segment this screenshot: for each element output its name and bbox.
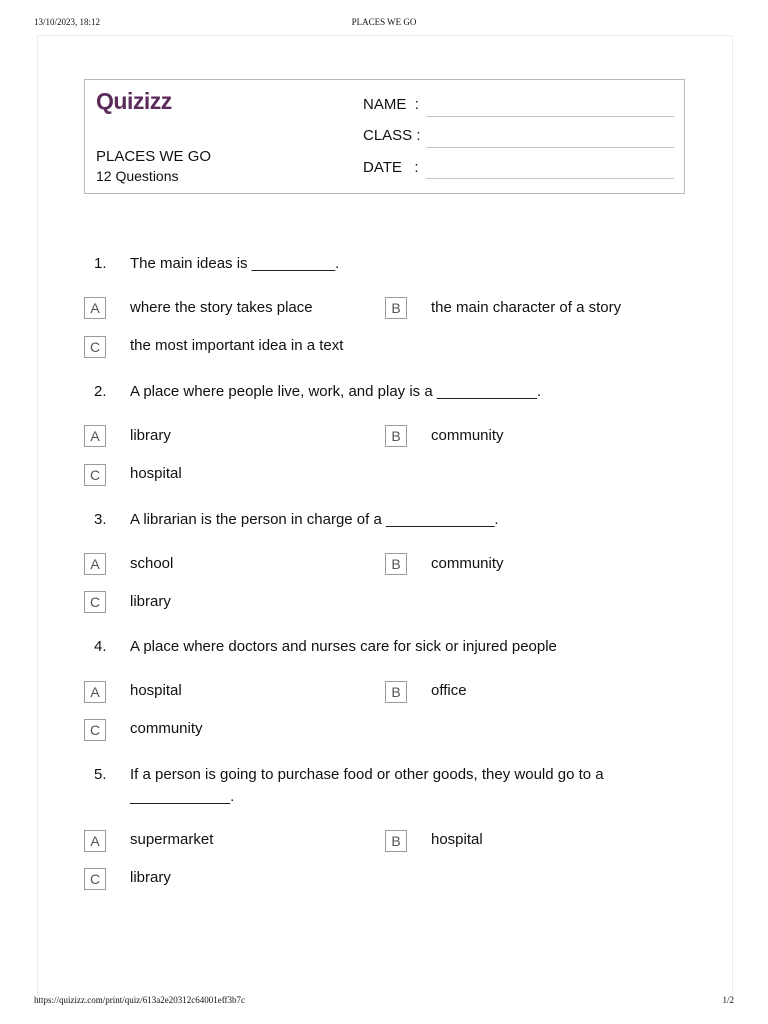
option-letter-box[interactable]: B <box>385 830 407 852</box>
option-text: office <box>431 682 467 699</box>
option-letter-box[interactable]: C <box>84 591 106 613</box>
option-letter-box[interactable]: A <box>84 681 106 703</box>
option-text: community <box>130 720 203 737</box>
quiz-title: PLACES WE GO <box>96 148 212 165</box>
question-text: If a person is going to purchase food or other goods, they would go to a ____________. <box>130 766 604 805</box>
option-letter-box[interactable]: B <box>385 681 407 703</box>
option-text: library <box>130 427 171 444</box>
option-text: the most important idea in a text <box>130 337 344 354</box>
option-text: community <box>431 555 504 572</box>
option-letter-box[interactable]: A <box>84 425 106 447</box>
option-letter-box[interactable]: A <box>84 553 106 575</box>
quizizz-logo: Quizizz <box>96 88 172 114</box>
page-number: 1/2 <box>722 995 734 1005</box>
option-text: where the story takes place <box>130 299 313 316</box>
option-text: hospital <box>431 831 483 848</box>
option-letter-box[interactable]: C <box>84 336 106 358</box>
option-letter-box[interactable]: B <box>385 297 407 319</box>
option-letter-box[interactable]: B <box>385 425 407 447</box>
print-datetime: 13/10/2023, 18:12 <box>34 17 101 27</box>
option-text: supermarket <box>130 831 214 848</box>
question-text: The main ideas is __________. <box>130 255 340 272</box>
date-label: DATE : <box>363 159 419 176</box>
question-text: A place where doctors and nurses care for sick or injured people <box>130 638 557 655</box>
option-letter-box[interactable]: B <box>385 553 407 575</box>
question-number: 1. <box>94 255 107 272</box>
print-footer <box>0 995 768 1009</box>
option-text: library <box>130 869 171 886</box>
class-label: CLASS : <box>363 127 421 144</box>
option-text: library <box>130 593 171 610</box>
question-count: 12 Questions <box>96 168 179 184</box>
option-text: the main character of a story <box>431 299 622 316</box>
name-line <box>426 116 674 117</box>
print-title: PLACES WE GO <box>351 17 417 27</box>
option-letter-box[interactable]: C <box>84 464 106 486</box>
option-letter-box[interactable]: C <box>84 868 106 890</box>
question-text: A librarian is the person in charge of a _____________. <box>130 511 499 528</box>
date-line <box>426 178 674 179</box>
question-text: A place where people live, work, and play is a ____________. <box>130 383 542 400</box>
question-number: 5. <box>94 766 107 783</box>
class-line <box>426 147 674 148</box>
print-url: https://quizizz.com/print/quiz/613a2e20312c64001eff3b7c <box>34 995 246 1005</box>
option-letter-box[interactable]: A <box>84 830 106 852</box>
option-letter-box[interactable]: C <box>84 719 106 741</box>
option-letter-box[interactable]: A <box>84 297 106 319</box>
option-text: hospital <box>130 465 182 482</box>
option-text: community <box>431 427 504 444</box>
worksheet-header <box>84 79 685 194</box>
question-number: 3. <box>94 511 107 528</box>
question-number: 4. <box>94 638 107 655</box>
option-text: school <box>130 555 174 572</box>
question-number: 2. <box>94 383 107 400</box>
option-text: hospital <box>130 682 182 699</box>
print-header <box>0 17 768 31</box>
name-label: NAME : <box>363 96 419 113</box>
